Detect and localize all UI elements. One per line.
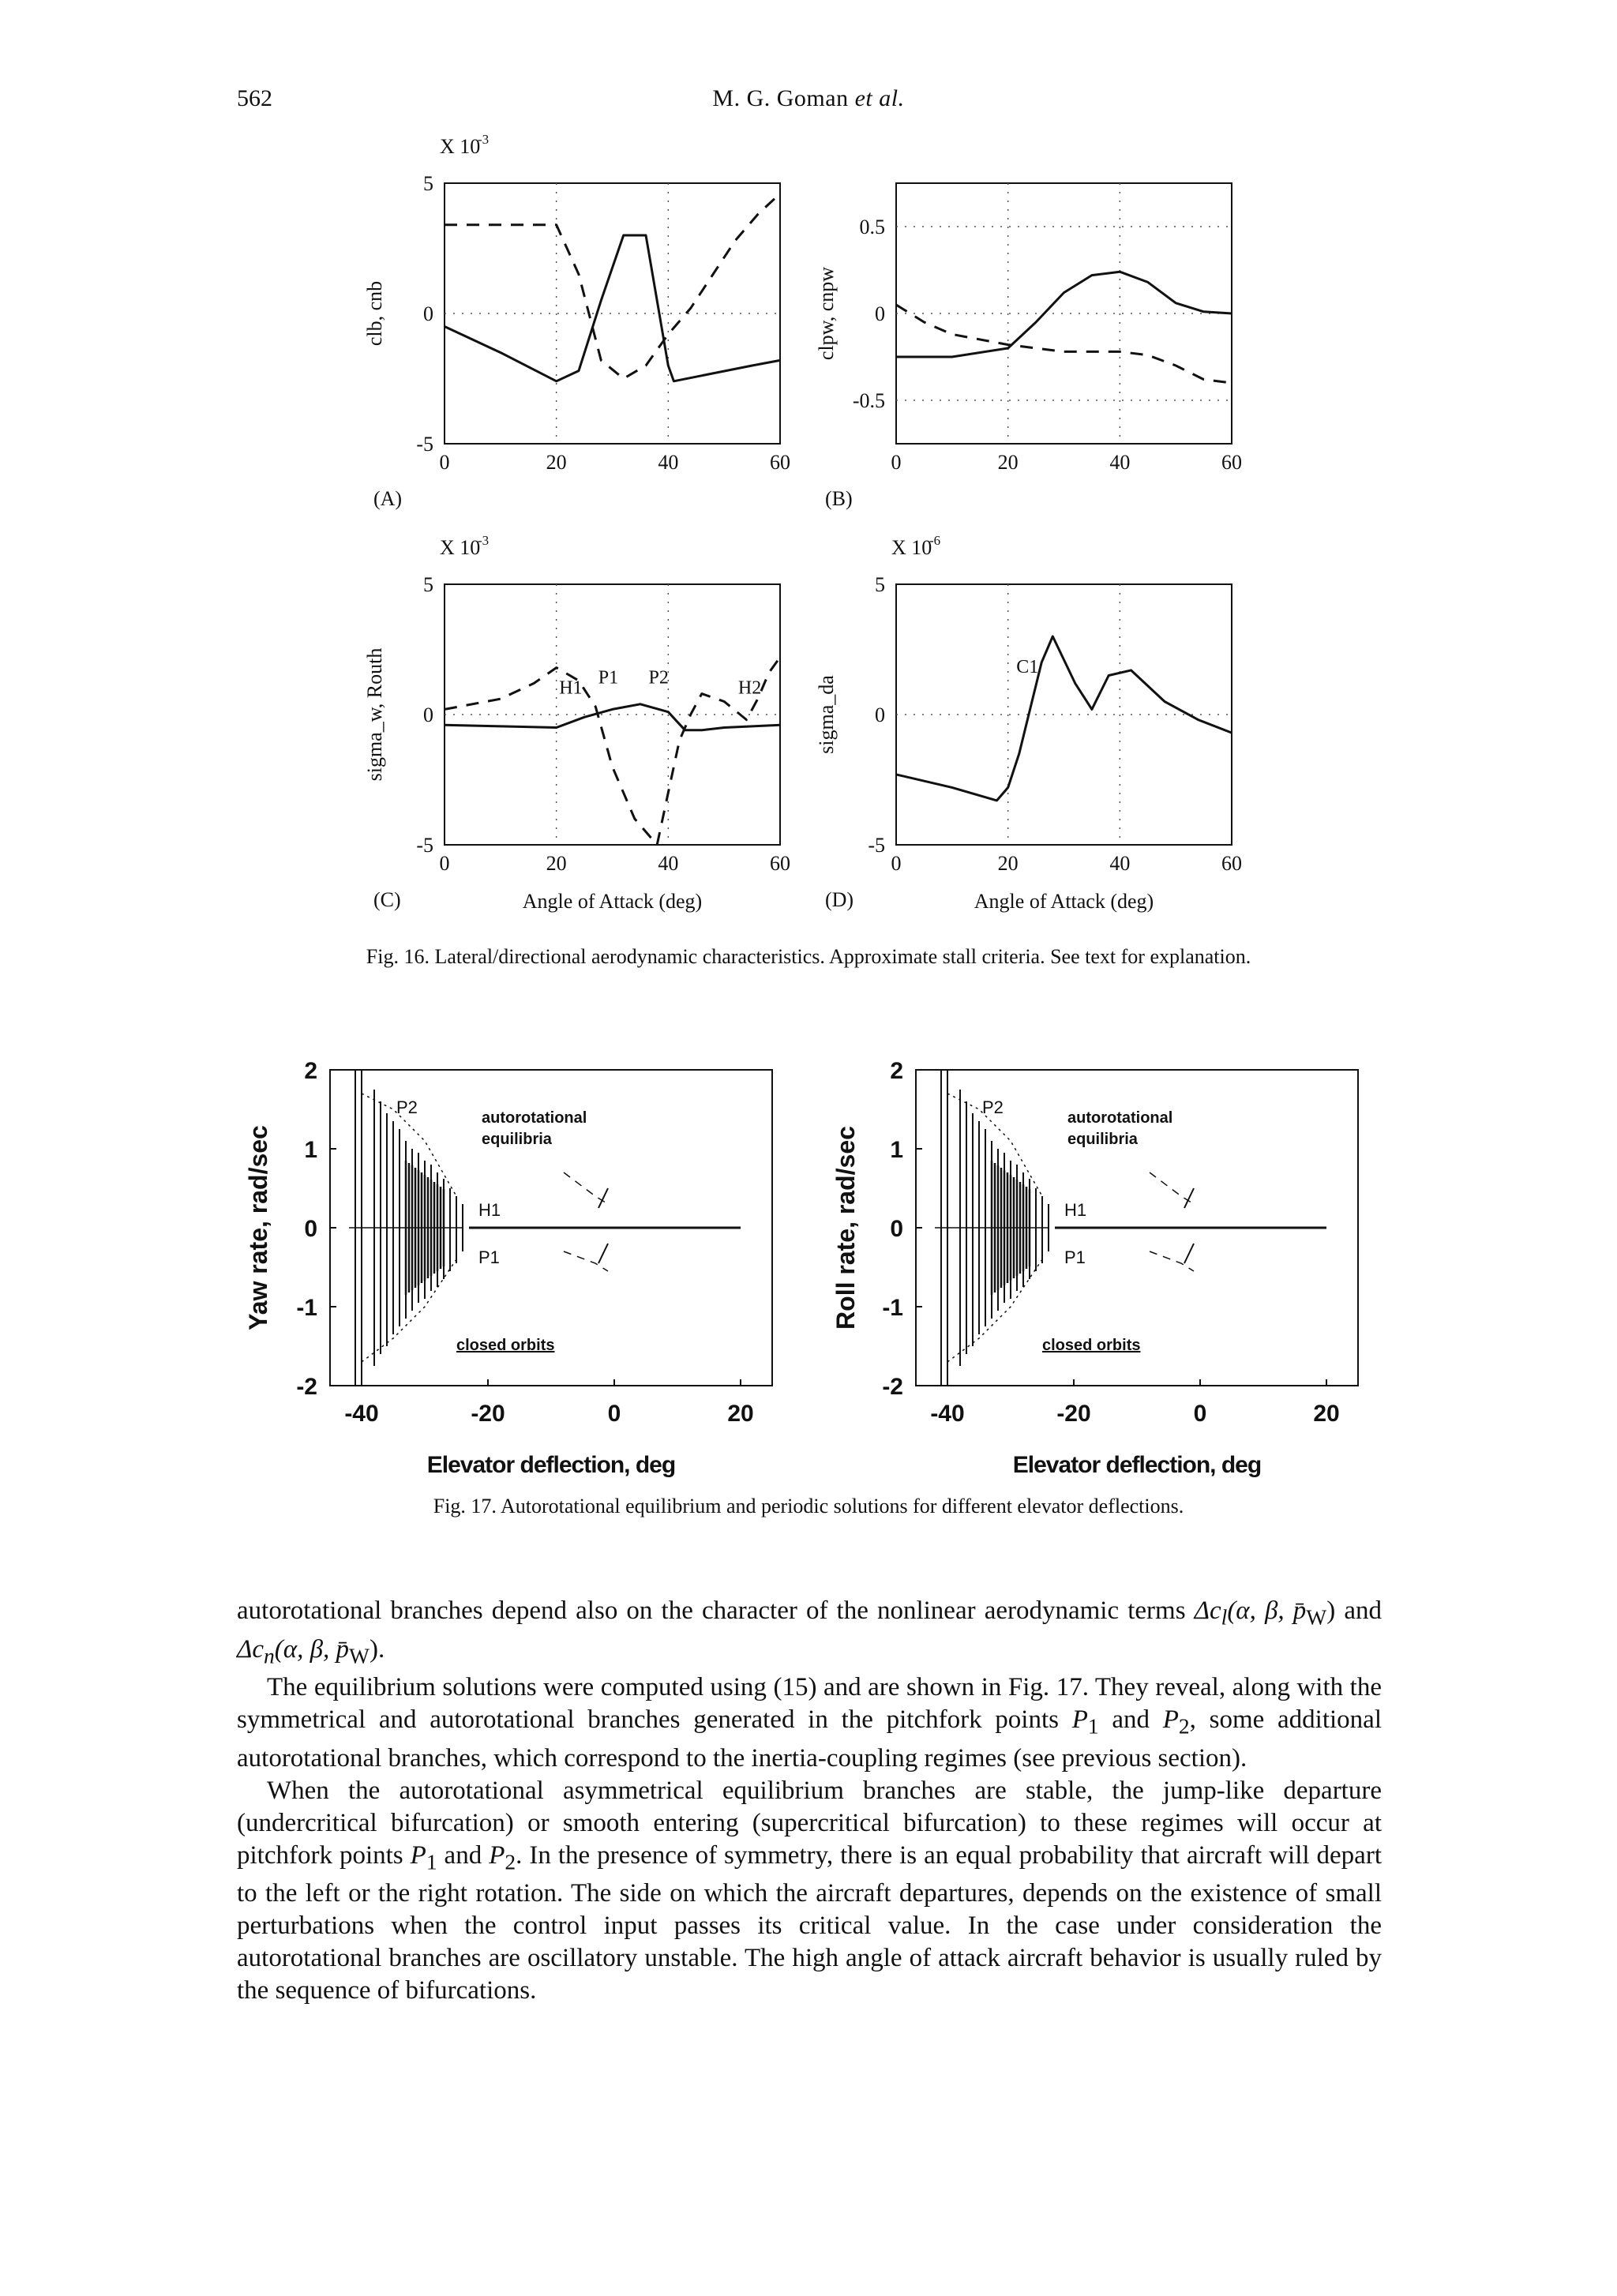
- x-tick-label: 0: [439, 451, 450, 474]
- x-tick-label: 40: [1109, 451, 1131, 474]
- series-line: [445, 235, 780, 381]
- y-tick-label: -0.5: [852, 389, 885, 412]
- autorotational-branch: [1150, 1251, 1194, 1271]
- figure-17: [0, 1026, 1617, 1484]
- x-tick-label: 20: [546, 451, 567, 474]
- figure-16: [0, 134, 1617, 955]
- annotation-closed-orbits: closed orbits: [1042, 1337, 1141, 1354]
- y-axis-label: clpw, cnpw: [815, 266, 838, 361]
- page-header: [0, 85, 1617, 117]
- y-tick-label: 5: [423, 573, 433, 596]
- y-tick-label: 2: [890, 1058, 903, 1084]
- series-line: [445, 704, 780, 730]
- y-axis-label: Yaw rate, rad/sec: [244, 1125, 272, 1330]
- x-tick-label: 20: [1313, 1401, 1340, 1427]
- body-text: [237, 1595, 1382, 2007]
- annotation-autorotational: autorotational: [482, 1109, 587, 1127]
- x-tick-label: 40: [1109, 852, 1131, 875]
- y-tick-label: 0: [875, 703, 885, 726]
- panel-label: (C): [373, 888, 401, 911]
- running-head-etal: et al.: [854, 85, 905, 111]
- y-tick-label: -2: [882, 1374, 903, 1400]
- y-tick-label: 2: [304, 1058, 317, 1084]
- fig16-caption: Fig. 16. Lateral/directional aerodynamic characteristics. Approximate stall criteria. See text for explanation.: [366, 945, 1251, 968]
- y-tick-label: -5: [416, 433, 433, 456]
- annotation-p2: P2: [396, 1097, 418, 1117]
- scale-exponent: -3: [478, 533, 490, 548]
- x-tick-label: 60: [770, 451, 790, 474]
- branch-mark: [1184, 1188, 1194, 1208]
- y-tick-label: 0: [875, 302, 885, 325]
- x-tick-label: 0: [607, 1401, 621, 1427]
- annotation-equilibria: equilibria: [1067, 1131, 1138, 1148]
- y-tick-label: 1: [890, 1137, 903, 1163]
- plot-frame: [896, 584, 1232, 845]
- paragraph-1: autorotational branches depend also on the character of the nonlinear aerodynamic terms $\Delta c_l(\alpha$, β, $p̄_W$) and $\Delta c_n(\alpha$, β, $p̄_W$).: [237, 1596, 1382, 1668]
- y-tick-label: -5: [416, 834, 433, 857]
- fig16-panel-d: [815, 533, 1242, 913]
- y-tick-label: 1: [304, 1137, 317, 1163]
- x-tick-label: 0: [891, 852, 902, 875]
- x-tick-label: 20: [997, 852, 1019, 875]
- panel-label: (D): [825, 888, 854, 911]
- fig17-panel-yaw: [244, 1058, 772, 1478]
- running-head: [0, 85, 1617, 112]
- paragraph-2: The equilibrium solutions were computed using (15) and are shown in Fig. 17. They reveal, along with the symmetrical and autorotational branches generated in the pitchfork points $P_1$ and $P_2$, some additional autorotational branches, which correspond to the inertia-coupling regimes (see previous section).: [237, 1673, 1382, 1773]
- annotation-autorotational: autorotational: [1067, 1109, 1173, 1127]
- x-tick-label: -20: [1056, 1401, 1091, 1427]
- plot-frame: [445, 183, 780, 444]
- scale-note: X 10: [440, 536, 481, 559]
- y-axis-label: clb, cnb: [363, 280, 386, 347]
- annotation-closed-orbits: closed orbits: [456, 1337, 555, 1354]
- branch-mark: [598, 1244, 608, 1263]
- autorotational-branch: [564, 1172, 608, 1204]
- paragraph-3: When the autorotational asymmetrical equilibrium branches are stable, the jump-like departure (undercritical bifurcation) or smooth entering (supercritical bifurcation) to these regimes will occur at pitchfork points $P_1$ and $P_2$. In the presence of symmetry, there is an equal probability that aircraft will depart to the left or the right rotation. The side on which the aircraft departures, depends on the existence of small perturbations when the control input passes its critical value. In the case under consideration the autorotational branches are oscillatory unstable. The high angle of attack aircraft behavior is usually ruled by the sequence of bifurcations.: [237, 1776, 1382, 2005]
- fig16-panel-a: [363, 134, 790, 510]
- annotation-h1: H1: [1064, 1200, 1087, 1220]
- y-axis-label: Roll rate, rad/sec: [831, 1126, 860, 1330]
- annotation-p1: P1: [598, 667, 619, 688]
- x-tick-label: 40: [658, 451, 679, 474]
- scale-note: X 10: [440, 135, 481, 158]
- y-tick-label: 0: [423, 703, 433, 726]
- y-tick-label: 5: [875, 573, 885, 596]
- x-tick-label: 60: [1221, 451, 1242, 474]
- y-axis-label: sigma_w, Routh: [363, 647, 386, 782]
- y-tick-label: -1: [882, 1295, 903, 1321]
- autorotational-branch: [564, 1251, 608, 1271]
- annotation-equilibria: equilibria: [482, 1131, 552, 1148]
- x-tick-label: 0: [439, 852, 450, 875]
- x-axis-label: Elevator deflection, deg: [426, 1452, 676, 1478]
- annotation-p2: P2: [982, 1097, 1004, 1117]
- annotation-p1: P1: [478, 1247, 500, 1267]
- y-tick-label: 0: [423, 302, 433, 325]
- y-tick-label: -2: [296, 1374, 317, 1400]
- series-line: [896, 272, 1232, 357]
- autorotational-branch: [1150, 1172, 1194, 1204]
- fig17-panel-roll: [831, 1058, 1358, 1478]
- annotation-p2: P2: [648, 667, 669, 688]
- x-tick-label: -20: [471, 1401, 505, 1427]
- y-tick-label: -5: [868, 834, 885, 857]
- y-tick-label: -1: [296, 1295, 317, 1321]
- annotation-p1: P1: [1064, 1247, 1086, 1267]
- plot-frame: [896, 183, 1232, 444]
- x-axis-label: Angle of Attack (deg): [522, 890, 703, 913]
- x-tick-label: -40: [344, 1401, 379, 1427]
- page-number: 562: [237, 85, 272, 111]
- x-axis-label: Angle of Attack (deg): [974, 890, 1154, 913]
- scale-note: X 10: [891, 536, 932, 559]
- fig16-panel-b: [815, 183, 1242, 510]
- x-tick-label: 0: [1193, 1401, 1207, 1427]
- running-head-authors: M. G. Goman: [712, 85, 855, 111]
- y-tick-label: 5: [423, 172, 433, 195]
- panel-label: (A): [373, 487, 403, 510]
- x-tick-label: -40: [930, 1401, 965, 1427]
- x-axis-label: Elevator deflection, deg: [1012, 1452, 1262, 1478]
- series-line: [896, 305, 1232, 383]
- plot-frame: [445, 584, 780, 845]
- x-tick-label: 60: [1221, 852, 1242, 875]
- y-tick-label: 0: [304, 1216, 317, 1242]
- annotation-h1: H1: [559, 677, 583, 699]
- branch-mark: [1184, 1244, 1194, 1263]
- y-tick-label: 0.5: [859, 216, 885, 238]
- x-tick-label: 0: [891, 451, 902, 474]
- scale-exponent: -6: [929, 533, 941, 548]
- fig16-panel-c: [363, 533, 790, 913]
- y-tick-label: 0: [890, 1216, 903, 1242]
- y-axis-label: sigma_da: [815, 675, 838, 754]
- scale-exponent: -3: [478, 134, 490, 147]
- annotation-c1: C1: [1016, 657, 1039, 678]
- series-line: [896, 636, 1232, 801]
- x-tick-label: 20: [546, 852, 567, 875]
- annotation-h2: H2: [737, 677, 762, 699]
- x-tick-label: 60: [770, 852, 790, 875]
- panel-label: (B): [825, 487, 853, 510]
- x-tick-label: 20: [997, 451, 1019, 474]
- branch-mark: [598, 1188, 608, 1208]
- fig17-caption: Fig. 17. Autorotational equilibrium and periodic solutions for different elevator deflections.: [433, 1495, 1184, 1518]
- x-tick-label: 20: [727, 1401, 754, 1427]
- x-tick-label: 40: [658, 852, 679, 875]
- annotation-h1: H1: [478, 1200, 501, 1220]
